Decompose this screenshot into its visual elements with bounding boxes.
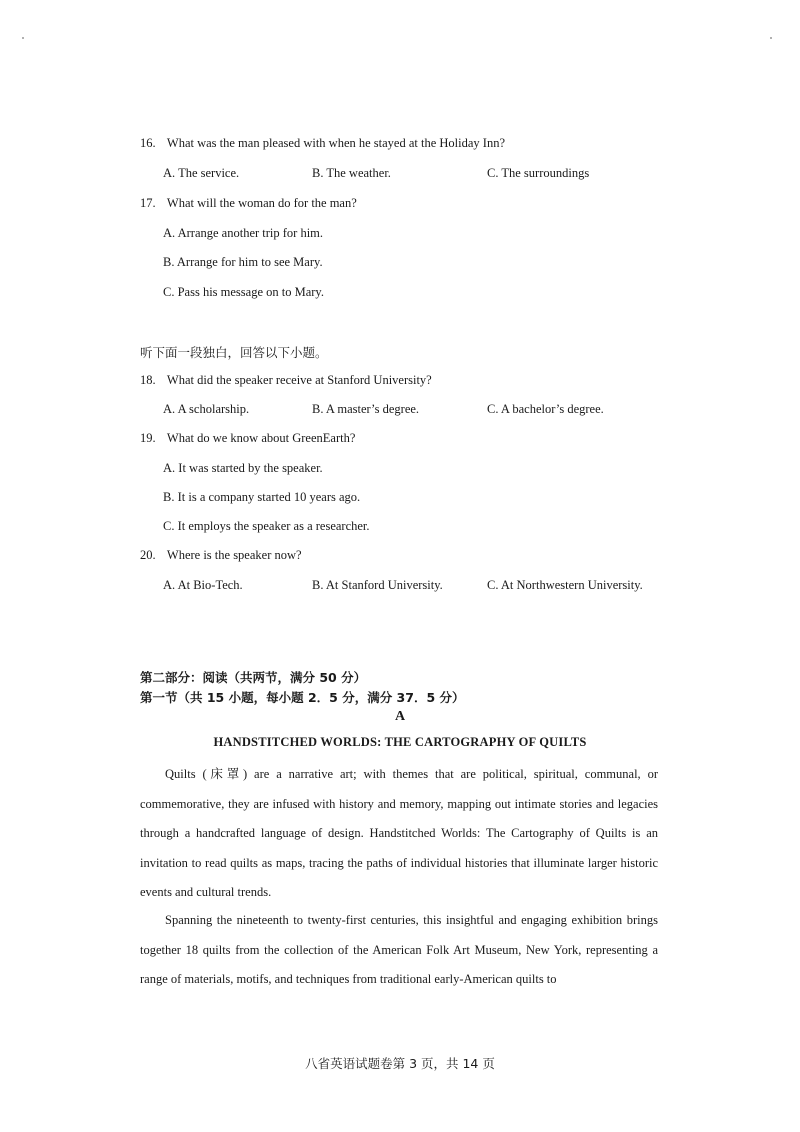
option-18-c[interactable]: C. A bachelor’s degree.	[487, 402, 604, 416]
option-20-b[interactable]: B. At Stanford University.	[312, 578, 443, 592]
question-text: What was the man pleased with when he stayed at the Holiday Inn?	[166, 136, 505, 150]
option-20-a[interactable]: A. At Bio-Tech.	[163, 578, 243, 592]
monologue-instruction: 听下面一段独白，回答以下小题。	[140, 345, 328, 360]
page-footer: 八省英语试题卷第 3 页，共 14 页	[305, 1056, 495, 1071]
question-text: What will the woman do for the man?	[166, 196, 357, 210]
option-20-c[interactable]: C. At Northwestern University.	[487, 578, 643, 592]
option-18-a[interactable]: A. A scholarship.	[163, 402, 250, 416]
option-18-b[interactable]: B. A master’s degree.	[312, 402, 420, 416]
option-17-c[interactable]: C. Pass his message on to Mary.	[163, 285, 324, 299]
option-16-c[interactable]: C. The surroundings	[487, 166, 590, 180]
option-19-b[interactable]: B. It is a company started 10 years ago.	[163, 490, 361, 504]
question-text: What did the speaker receive at Stanford University?	[166, 373, 432, 387]
passage-title: HANDSTITCHED WORLDS: THE CARTOGRAPHY OF QUILTS	[213, 735, 587, 749]
question-18	[140, 373, 432, 388]
option-17-b[interactable]: B. Arrange for him to see Mary.	[163, 255, 323, 269]
question-number: 17.	[140, 196, 156, 210]
question-text: What do we know about GreenEarth?	[166, 431, 356, 445]
question-number: 16.	[140, 136, 156, 150]
scan-speck	[770, 37, 772, 39]
question-17	[140, 196, 357, 211]
option-19-c[interactable]: C. It employs the speaker as a researcher.	[163, 519, 370, 533]
question-20	[140, 548, 302, 563]
passage-letter: A	[394, 709, 406, 724]
part-title: 第二部分：阅读（共两节，满分 50 分）	[140, 670, 367, 685]
option-17-a[interactable]: A. Arrange another trip for him.	[163, 226, 324, 240]
option-16-a[interactable]: A. The service.	[163, 166, 240, 180]
question-19	[140, 431, 355, 446]
question-text: Where is the speaker now?	[166, 548, 302, 562]
subsection-title: 第一节（共 15 小题，每小题 2．5 分，满分 37．5 分）	[140, 690, 465, 705]
passage-paragraph-1: Quilts (床罩) are a narrative art; with themes that are political, spiritual, communal, or commemorative, they are infused with history and memory, mapping out intimate stories and legacies through a handcrafted language of design. Handstitched Worlds: The Cartography of Quilts is an invitation to read quilts as maps, tracing the paths of individual histories that illuminate larger historic events and cultural trends.	[140, 767, 658, 899]
option-19-a[interactable]: A. It was started by the speaker.	[163, 461, 323, 475]
question-number: 19.	[140, 431, 156, 445]
scan-speck	[22, 37, 24, 39]
question-number: 20.	[140, 548, 156, 562]
passage-paragraph-2: Spanning the nineteenth to twenty-first centuries, this insightful and engaging exhibition brings together 18 quilts from the collection of the American Folk Art Museum, New York, representing a range of materials, motifs, and techniques from traditional early-American quilts to	[140, 913, 658, 986]
question-number: 18.	[140, 373, 156, 387]
question-16	[140, 136, 505, 151]
option-16-b[interactable]: B. The weather.	[312, 166, 391, 180]
